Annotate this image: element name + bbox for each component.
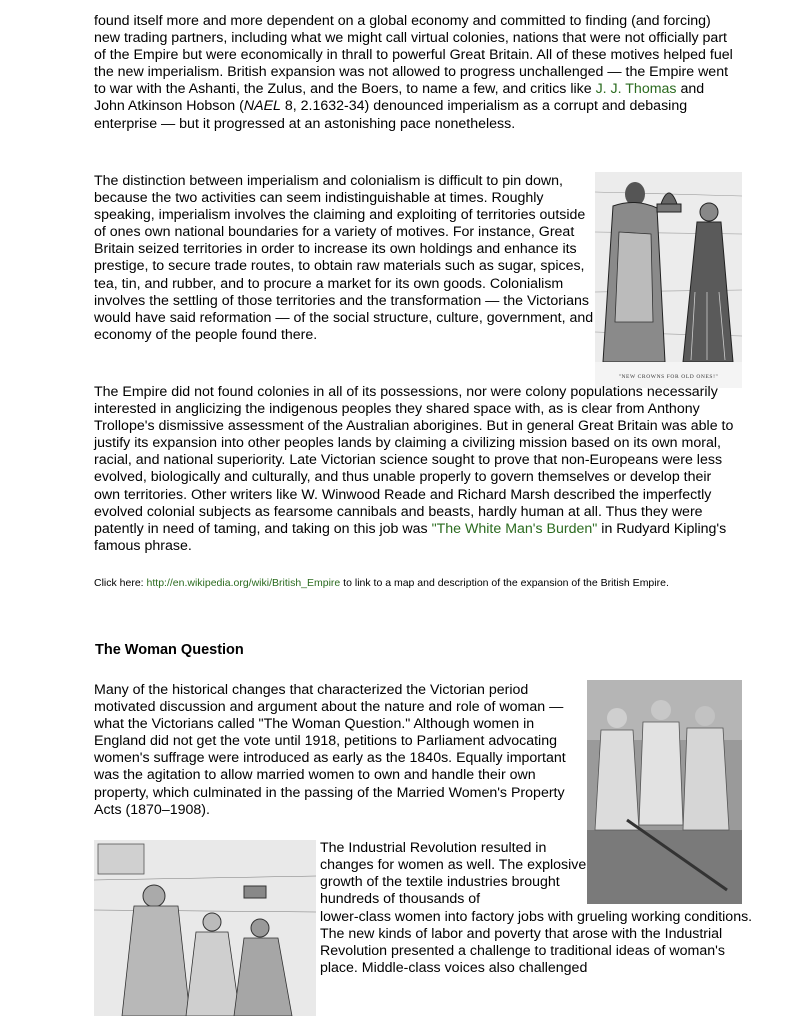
paragraph-industrial-revolution-cont: lower-class women into factory jobs with grueling working conditions. The new kinds of labor and poverty that arose with the Industrial Revolution presented a challenge to traditional ideas of woman's place. Middle-class voices also challenged: [320, 909, 753, 977]
cartoon-new-crowns-image: [595, 172, 742, 388]
section-heading-woman-question: The Woman Question: [95, 642, 244, 658]
paragraph-industrial-revolution: The Industrial Revolution resulted in changes for women as well. The explosive growth of the textile industries brought hundreds of thousands of: [320, 840, 587, 908]
link-white-mans-burden[interactable]: "The White Man's Burden": [431, 520, 598, 537]
women-crowd-illustration: [94, 840, 316, 1016]
illustration-women-crowd-image: [94, 840, 316, 1016]
paragraph-emphasis: NAEL: [243, 98, 281, 115]
wikipedia-note: [94, 577, 734, 591]
paragraph-imperialism-vs-colonialism: The distinction between imperialism and colonialism is difficult to pin down, because the two activities can seem indistinguishable at times. Roughly speaking, imperialism involves the claiming and exploiting of territories outside of ones own national boundaries for a variety of motives. For instance, Great Britain seized territories in order to increase its own holdings and enhance its prestige, to secure trade routes, to obtain raw materials such as sugar, spices, tea, tin, and rubber, and to procure a market for its own goods. Colonialism involves the settling of those territories and the transformation — the Victorians would have said reformation — of the social structure, culture, government, and economy of the people found there.: [94, 173, 594, 343]
cartoon-caption: "NEW CROWNS FOR OLD ONES!": [618, 374, 719, 380]
cartoon-illustration: [595, 172, 742, 388]
paragraph-text: in Rudyard Kipling's famous phrase.: [94, 520, 727, 554]
link-jj-thomas[interactable]: J. J. Thomas: [595, 81, 677, 98]
paragraph-text: The Empire did not found colonies in all of its possessions, nor were colony populations necessarily interested in anglicizing the indigenous peoples they shared space with, as is clear from Anthony Trollope's dismissive assessment of the Australian aborigines. But in general Great Britain was able to justify its expansion into other peoples lands by claiming a civilizing mission based on its own moral, racial, and national superiority. Late Victorian science sought to prove that non-Europeans were less evolved, biologically and culturally, and thus unable properly to govern themselves or develop their own territories. Other writers like W. Winwood Reade and Richard Marsh described the imperfectly evolved colonial subjects as fearsome cannibals and beasts, hardly human at all. Thus they were patently in need of taming, and taking on this job was: [94, 384, 734, 537]
paragraph-text: found itself more and more dependent on a global economy and committed to finding (and forcing) new trading partners, including what we might call virtual colonies, nations that were not officially part of the Empire but were economically in thrall to powerful Great Britain. All of these motives helped fuel the new imperialism. British expansion was not allowed to progress unchallenged — the Empire went to war with the Ashanti, the Zulus, and the Boers, to name a few, and critics like: [94, 13, 733, 98]
paragraph-text: 8, 2.1632-34) denounced imperialism as a corrupt and debasing enterprise — but it progressed at an astonishing pace nonetheless.: [94, 98, 688, 132]
link-wikipedia-british-empire[interactable]: http://en.wikipedia.org/wiki/British_Empire: [146, 577, 341, 589]
paragraph-empire-colonies: [94, 384, 738, 555]
note-text: Click here:: [94, 577, 147, 589]
factory-women-photo: [587, 680, 742, 904]
paragraph-woman-question: Many of the historical changes that characterized the Victorian period motivated discussion and argument about the nature and role of woman — what the Victorians called "The Woman Question." Although women in England did not get the vote until 1918, petitions to Parliament advocating women's suffrage were introduced as early as the 1840s. Equally important was the agitation to allow married women to own and handle their own property, which culminated in the passing of the Married Women's Property Acts (1870–1908).: [94, 682, 566, 818]
paragraph-text: and John Atkinson Hobson (: [94, 81, 705, 115]
photo-factory-women-image: [587, 680, 742, 904]
paragraph-imperialism-motives: [94, 13, 738, 133]
note-text: to link to a map and description of the expansion of the British Empire.: [340, 577, 669, 589]
